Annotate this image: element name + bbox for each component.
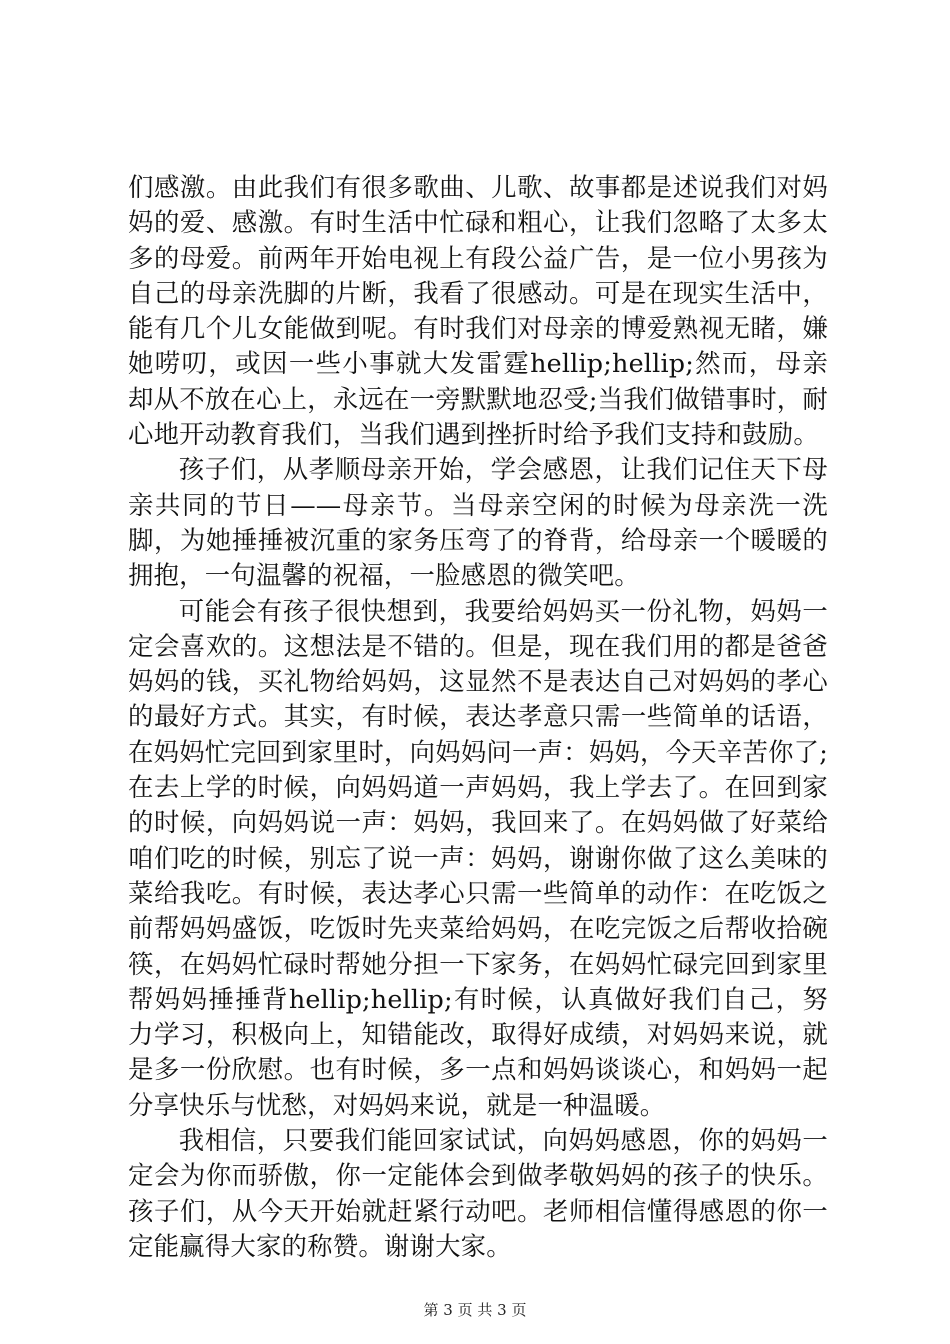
paragraph-4: 我相信，只要我们能回家试试，向妈妈感恩，你的妈妈一定会为你而骄傲，你一定能体会到做孝敬妈妈的孩子的快乐。孩子们，从今天开始就赶紧行动吧。老师相信懂得感恩的你一定能赢得大家的称赞。谢谢大家。 <box>128 1125 828 1261</box>
page-number-footer: 第 3 页 共 3 页 <box>423 1301 527 1319</box>
paragraph-1: 们感激。由此我们有很多歌曲、儿歌、故事都是述说我们对妈妈的爱、感激。有时生活中忙碌和粗心，让我们忽略了太多太多的母爱。前两年开始电视上有段公益广告，是一位小男孩为自己的母亲洗脚的片断，我看了很感动。可是在现实生活中，能有几个儿女能做到呢。有时我们对母亲的博爱熟视无睹，嫌她唠叨，或因一些小事就大发雷霆hellip;hellip;然而，母亲却从不放在心上，永远在一旁默默地忍受;当我们做错事时，耐心地开动教育我们，当我们遇到挫折时给予我们支持和鼓励。 <box>128 172 828 450</box>
paragraph-3: 可能会有孩子很快想到，我要给妈妈买一份礼物，妈妈一定会喜欢的。这想法是不错的。但是，现在我们用的都是爸爸妈妈的钱，买礼物给妈妈，这显然不是表达自己对妈妈的孝心的最好方式。其实，有时候，表达孝意只需一些简单的话语，在妈妈忙完回到家里时，向妈妈问一声：妈妈，今天辛苦你了;在去上学的时候，向妈妈道一声妈妈，我上学去了。在回到家的时候，向妈妈说一声：妈妈，我回来了。在妈妈做了好菜给咱们吃的时候，别忘了说一声：妈妈，谢谢你做了这么美味的菜给我吃。有时候，表达孝心只需一些简单的动作：在吃饭之前帮妈妈盛饭，吃饭时先夹菜给妈妈，在吃完饭之后帮收拾碗筷，在妈妈忙碌时帮她分担一下家务，在妈妈忙碌完回到家里帮妈妈捶捶背hellip;hellip;有时候，认真做好我们自己，努力学习，积极向上，知错能改，取得好成绩，对妈妈来说，就是多一份欣慰。也有时候，多一点和妈妈谈谈心，和妈妈一起分享快乐与忧愁，对妈妈来说，就是一种温暖。 <box>128 595 828 1120</box>
paragraph-2: 孩子们，从孝顺母亲开始，学会感恩，让我们记住天下母亲共同的节日——母亲节。当母亲空闲的时候为母亲洗一洗脚，为她捶捶被沉重的家务压弯了的脊背，给母亲一个暖暖的拥抱，一句温馨的祝福，一脸感恩的微笑吧。 <box>128 454 828 591</box>
document-body <box>128 170 828 1264</box>
